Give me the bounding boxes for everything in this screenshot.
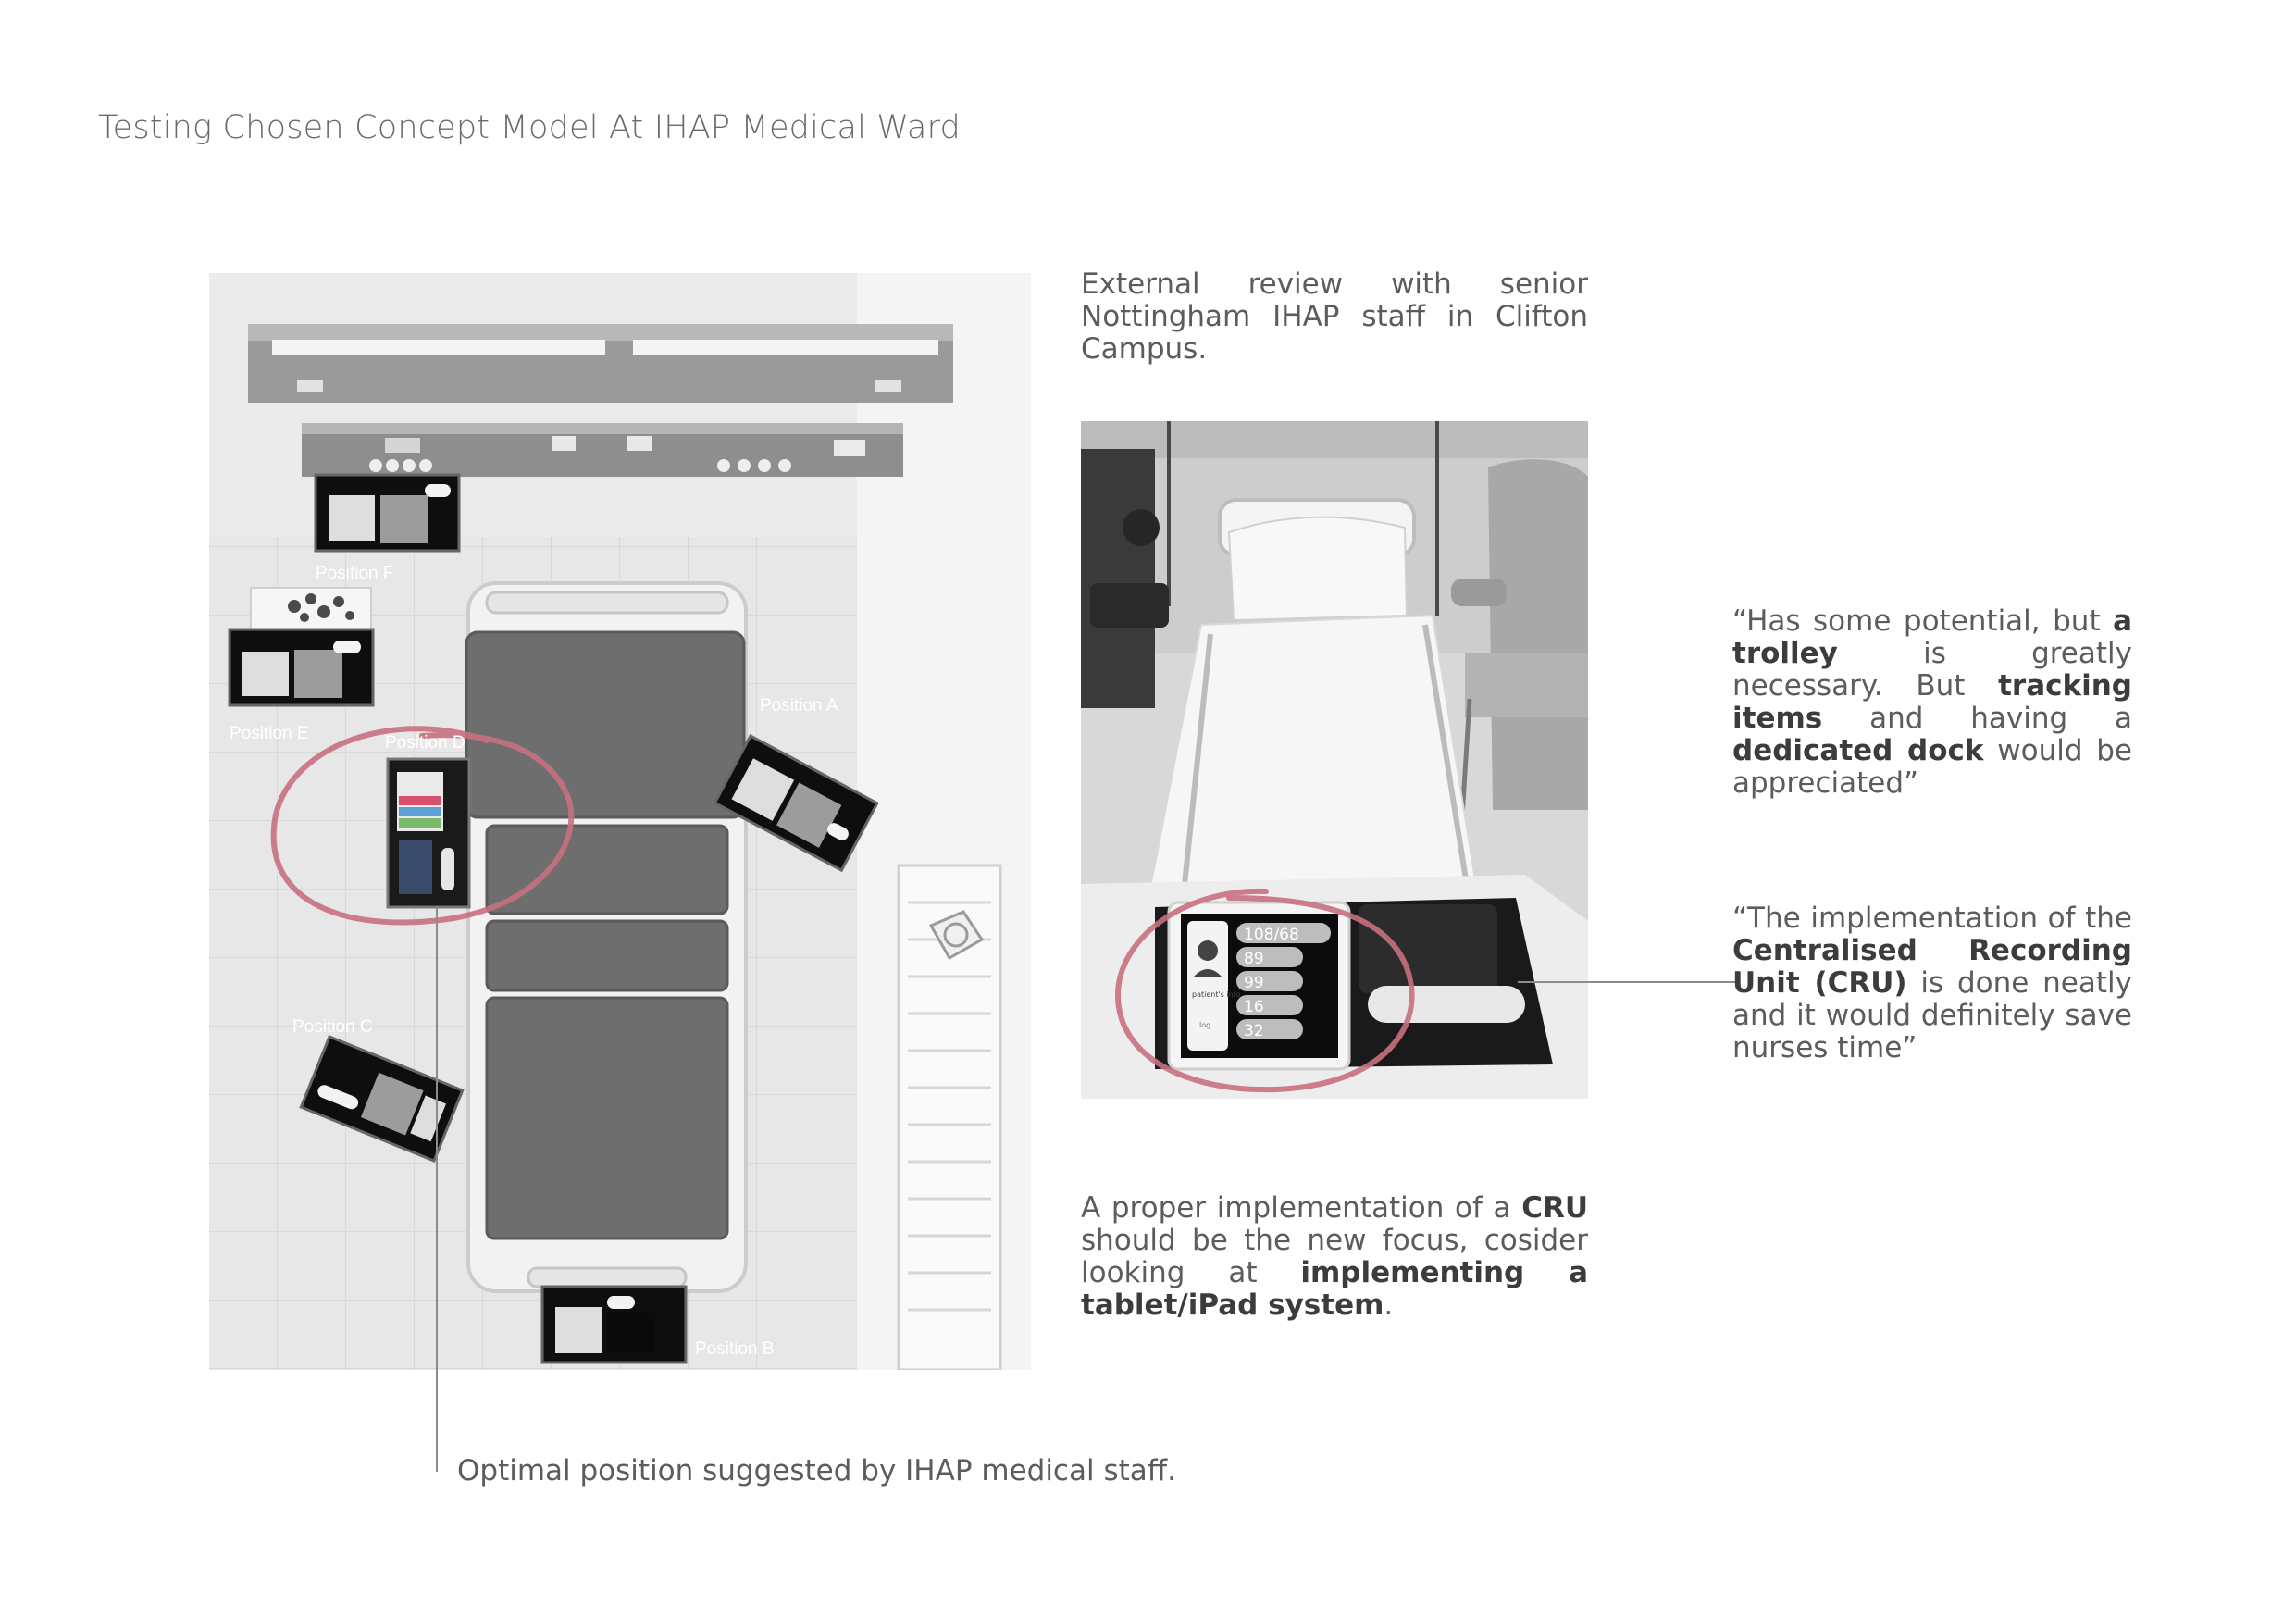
label-position-a: Position A	[760, 696, 838, 716]
device-position-d	[388, 759, 469, 907]
bed-headboard	[487, 592, 727, 613]
equipment-left	[1081, 449, 1155, 708]
quote-cru: “The implementation of the Centralised Recording Unit (CRU) is done neatly and it would definitely save nurses time”	[1732, 902, 2132, 1064]
optimal-position-note: Optimal position suggested by IHAP medical staff.	[457, 1454, 1176, 1487]
thermometer	[1368, 986, 1525, 1023]
vital-resp: 16	[1244, 998, 1264, 1016]
bed-footboard	[528, 1268, 686, 1287]
device-position-b	[542, 1287, 686, 1363]
review-intro: External review with senior Nottingham IHAP staff in Clifton Campus.	[1081, 268, 1588, 366]
conclusion-text: A proper implementation of a CRU should be the new focus, cosider looking at implementing a tablet/iPad system.	[1081, 1191, 1588, 1322]
patient-info-label: patient's info	[1192, 990, 1241, 999]
page-title: Testing Chosen Concept Model At IHAP Medical Ward	[98, 109, 961, 146]
label-position-b: Position B	[695, 1339, 775, 1359]
ward-plan-image	[209, 273, 1031, 1370]
cuff-pouch	[1359, 904, 1497, 993]
ward-photo-image	[1081, 421, 1588, 1099]
vital-pulse: 89	[1244, 950, 1264, 968]
label-position-e: Position E	[230, 724, 309, 743]
quote-trolley: “Has some potential, but a trolley is greatly necessary. But tracking items and having a dedicated dock would be appreciated”	[1732, 604, 2132, 800]
label-position-d: Position D	[385, 733, 465, 753]
vital-bp: 108/68	[1244, 926, 1299, 944]
device-position-e	[230, 629, 373, 705]
label-position-c: Position C	[292, 1017, 373, 1037]
svg-text:log: log	[1199, 1021, 1211, 1029]
optimal-position-connector	[426, 907, 444, 1476]
label-position-f: Position F	[316, 564, 394, 583]
device-position-f	[316, 475, 459, 551]
mattress	[466, 632, 744, 1238]
quote-connector	[1518, 977, 1740, 988]
vital-spo2: 99	[1244, 974, 1264, 992]
vital-temp: 32	[1244, 1022, 1264, 1040]
tablet-device	[1169, 902, 1349, 1069]
